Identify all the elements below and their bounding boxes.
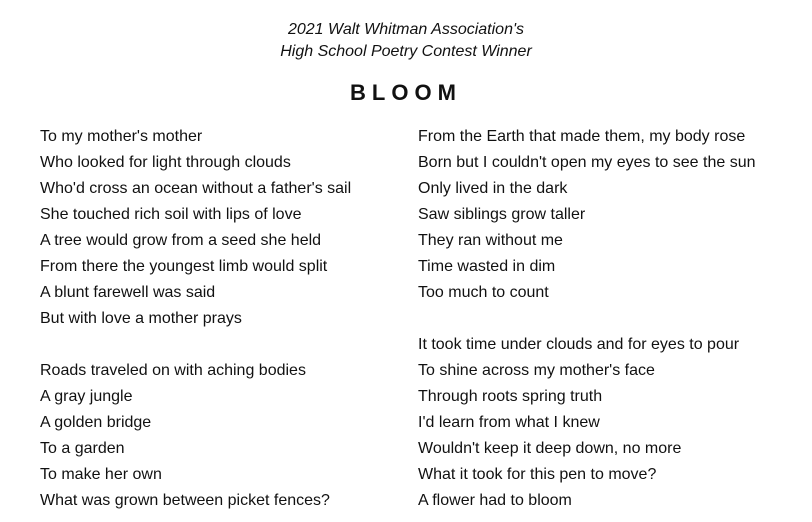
- poem-line: Born but I couldn't open my eyes to see the sun: [418, 154, 756, 171]
- poem-line: I'd learn from what I knew: [418, 414, 600, 431]
- poem-line: A flower had to bloom: [418, 492, 572, 509]
- poem-left-column: [40, 124, 400, 514]
- stanza-break: [418, 306, 808, 332]
- contest-header: [0, 19, 812, 63]
- poem-line: Who'd cross an ocean without a father's sail: [40, 180, 352, 197]
- poem-line: A blunt farewell was said: [40, 284, 216, 301]
- poem-line: To a garden: [40, 440, 125, 457]
- poem-line: Wouldn't keep it deep down, no more: [418, 440, 682, 457]
- poem-line: Roads traveled on with aching bodies: [40, 362, 306, 379]
- poem-line: To my mother's mother: [40, 128, 203, 145]
- poem-line: They ran without me: [418, 232, 563, 249]
- poem-line: From the Earth that made them, my body rose: [418, 128, 746, 145]
- poem-line: Who looked for light through clouds: [40, 154, 291, 171]
- poem-line: To shine across my mother's face: [418, 362, 655, 379]
- poem-right-column: [418, 124, 808, 514]
- poem-line: What it took for this pen to move?: [418, 466, 657, 483]
- poem-line: It took time under clouds and for eyes to pour: [418, 336, 740, 353]
- poem-line: Through roots spring truth: [418, 388, 603, 405]
- poem-line: A golden bridge: [40, 414, 152, 431]
- stanza-break: [40, 332, 400, 358]
- poem-title: BLOOM: [350, 80, 462, 105]
- poem-line: What was grown between picket fences?: [40, 492, 330, 509]
- header-contest-line: High School Poetry Contest Winner: [280, 43, 532, 60]
- poem-line: A tree would grow from a seed she held: [40, 232, 322, 249]
- header-association-line: 2021 Walt Whitman Association's: [287, 21, 525, 38]
- poem-line: A gray jungle: [40, 388, 133, 405]
- poem-line: Too much to count: [418, 284, 549, 301]
- poem-line: Only lived in the dark: [418, 180, 568, 197]
- poem-line: From there the youngest limb would split: [40, 258, 328, 275]
- poem-line: But with love a mother prays: [40, 310, 242, 327]
- poem-line: She touched rich soil with lips of love: [40, 206, 302, 223]
- poem-line: Time wasted in dim: [418, 258, 556, 275]
- poem-line: Saw siblings grow taller: [418, 206, 586, 223]
- poem-line: To make her own: [40, 466, 162, 483]
